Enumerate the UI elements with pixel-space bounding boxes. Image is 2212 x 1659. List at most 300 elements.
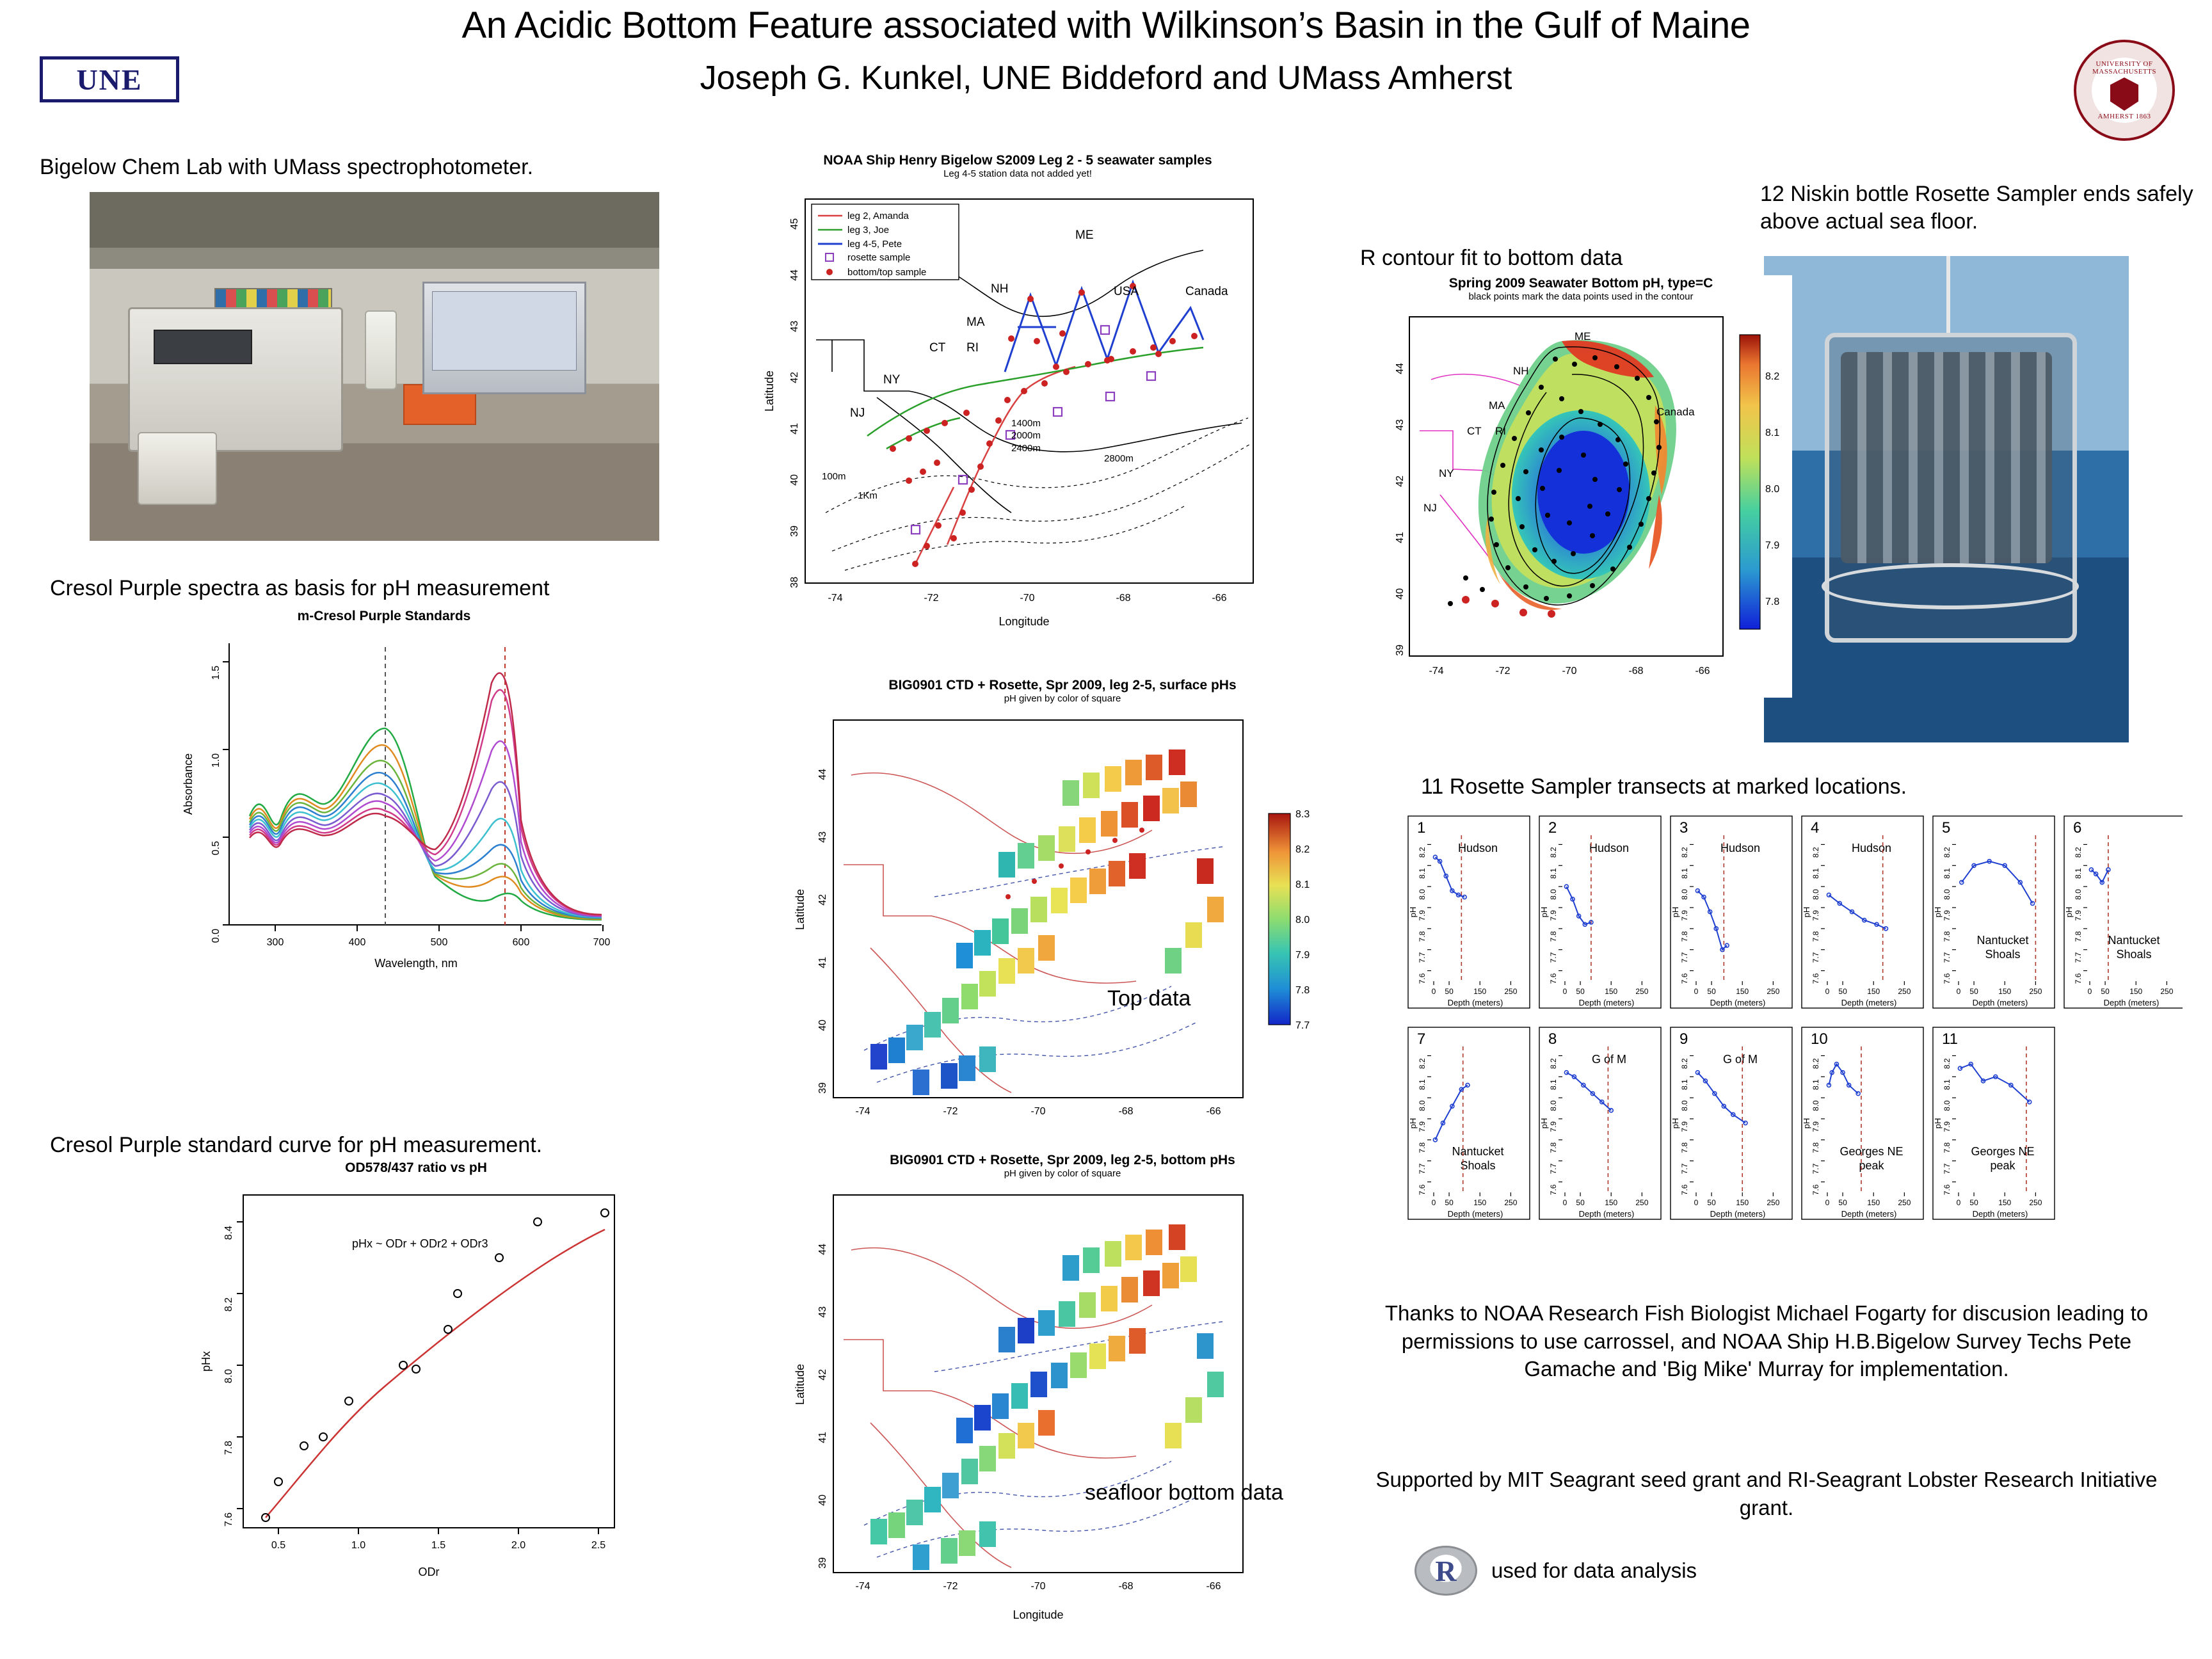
svg-text:0.5: 0.5 bbox=[211, 841, 221, 856]
svg-text:41: 41 bbox=[817, 1432, 828, 1443]
svg-text:Georges NE: Georges NE bbox=[1971, 1145, 2035, 1158]
svg-text:2: 2 bbox=[1548, 819, 1557, 837]
svg-text:0: 0 bbox=[1562, 987, 1567, 996]
svg-text:300: 300 bbox=[266, 937, 284, 949]
acknowledgements-text: Thanks to NOAA Research Fish Biologist Michael Fogarty for discusion leading to permissions to use carrossel, and NOAA Ship H.B.Bigelow Survey Techs Pete Gamache and 'Big Mike' Murray for implementation. bbox=[1384, 1301, 2149, 1381]
svg-text:-66: -66 bbox=[1206, 1581, 1221, 1592]
svg-text:MA: MA bbox=[1489, 399, 1505, 412]
svg-text:7.8: 7.8 bbox=[223, 1441, 234, 1455]
svg-text:150: 150 bbox=[1736, 1198, 1749, 1207]
svg-text:2800m: 2800m bbox=[1104, 453, 1134, 465]
svg-text:-68: -68 bbox=[1628, 666, 1644, 677]
transect-panel-7 bbox=[1408, 1027, 1530, 1219]
svg-text:7.7: 7.7 bbox=[1418, 952, 1427, 963]
caption-chem-lab: Bigelow Chem Lab with UMass spectrophotometer. bbox=[40, 155, 534, 179]
figure-cresol-spectra-title: m-Cresol Purple Standards bbox=[297, 609, 471, 623]
svg-text:7.8: 7.8 bbox=[1418, 931, 1427, 942]
svg-text:41: 41 bbox=[1395, 532, 1406, 543]
surface-map-subtitle: pH given by color of square bbox=[1004, 693, 1121, 705]
cruise-map-subtitle: Leg 4-5 station data not added yet! bbox=[943, 168, 1092, 180]
svg-text:8.0: 8.0 bbox=[223, 1369, 234, 1384]
rosette-base-ring bbox=[1822, 563, 2079, 609]
svg-text:G of M: G of M bbox=[1722, 1053, 1758, 1066]
svg-text:43: 43 bbox=[1395, 419, 1406, 431]
svg-text:7.7: 7.7 bbox=[1418, 1163, 1427, 1174]
svg-text:8.2: 8.2 bbox=[1765, 371, 1780, 383]
svg-text:7.7: 7.7 bbox=[1680, 1163, 1689, 1174]
r-logo-text: R bbox=[1435, 1554, 1457, 1587]
svg-text:250: 250 bbox=[1504, 1198, 1518, 1207]
svg-text:44: 44 bbox=[817, 769, 828, 780]
svg-text:44: 44 bbox=[1395, 363, 1406, 374]
svg-text:7.9: 7.9 bbox=[1811, 1121, 1820, 1132]
svg-text:-66: -66 bbox=[1212, 593, 1227, 604]
cruise-map-plot bbox=[755, 180, 1280, 634]
svg-text:-74: -74 bbox=[855, 1106, 870, 1118]
svg-text:Depth (meters): Depth (meters) bbox=[1578, 998, 1635, 1007]
svg-text:CT: CT bbox=[929, 341, 946, 355]
svg-text:1.0: 1.0 bbox=[351, 1540, 366, 1551]
svg-text:8.1: 8.1 bbox=[1811, 1079, 1820, 1090]
caption-contour: R contour fit to bottom data bbox=[1360, 246, 1623, 270]
svg-text:Depth (meters): Depth (meters) bbox=[1841, 1209, 1897, 1219]
svg-text:7.8: 7.8 bbox=[1943, 931, 1952, 942]
svg-text:8.1: 8.1 bbox=[1811, 868, 1820, 879]
svg-text:8.2: 8.2 bbox=[1549, 1058, 1558, 1070]
umass-seal-shield-icon bbox=[2110, 77, 2138, 111]
caption-cresol-spectra: Cresol Purple spectra as basis for pH measurement bbox=[50, 576, 550, 600]
svg-text:8.1: 8.1 bbox=[2074, 868, 2083, 879]
svg-text:2.5: 2.5 bbox=[591, 1540, 606, 1551]
svg-text:CT: CT bbox=[1467, 425, 1482, 438]
svg-text:7.6: 7.6 bbox=[1418, 1184, 1427, 1196]
umass-seal-bottom-text: AMHERST 1863 bbox=[2097, 113, 2151, 120]
svg-text:7.9: 7.9 bbox=[1680, 1121, 1689, 1132]
svg-text:250: 250 bbox=[1898, 1198, 1911, 1207]
svg-text:0.5: 0.5 bbox=[271, 1540, 286, 1551]
svg-text:pHx ~ ODr + ODr2 + ODr3: pHx ~ ODr + ODr2 + ODr3 bbox=[352, 1237, 488, 1251]
svg-text:7.7: 7.7 bbox=[1811, 952, 1820, 963]
transect-panel-6 bbox=[2064, 816, 2183, 1008]
svg-text:40: 40 bbox=[789, 474, 800, 486]
svg-text:Absorbance: Absorbance bbox=[182, 753, 195, 815]
svg-text:pH: pH bbox=[1671, 906, 1680, 918]
svg-text:leg 4-5, Pete: leg 4-5, Pete bbox=[847, 239, 902, 250]
svg-text:39: 39 bbox=[817, 1082, 828, 1094]
svg-text:-68: -68 bbox=[1116, 593, 1131, 604]
svg-text:Latitude: Latitude bbox=[794, 1364, 806, 1406]
svg-text:ME: ME bbox=[1075, 228, 1094, 243]
svg-text:-70: -70 bbox=[1030, 1106, 1046, 1118]
caption-transects: 11 Rosette Sampler transects at marked locations. bbox=[1421, 774, 1907, 799]
une-logo bbox=[40, 56, 179, 102]
svg-text:44: 44 bbox=[789, 269, 800, 281]
svg-text:pH: pH bbox=[1933, 906, 1943, 918]
svg-text:8.2: 8.2 bbox=[2074, 847, 2083, 858]
svg-text:41: 41 bbox=[789, 423, 800, 435]
svg-text:pHx: pHx bbox=[200, 1351, 212, 1372]
svg-text:7.6: 7.6 bbox=[1943, 1184, 1952, 1196]
svg-text:7.9: 7.9 bbox=[1295, 950, 1310, 961]
svg-text:pH: pH bbox=[1802, 1118, 1811, 1129]
svg-text:7.7: 7.7 bbox=[1680, 952, 1689, 963]
svg-text:peak: peak bbox=[1859, 1159, 1884, 1172]
transect-plots bbox=[1395, 810, 2183, 1283]
svg-text:-66: -66 bbox=[1695, 666, 1710, 677]
svg-text:7.9: 7.9 bbox=[2074, 910, 2083, 921]
umass-seal bbox=[2074, 40, 2175, 141]
svg-text:8.0: 8.0 bbox=[1418, 889, 1427, 900]
svg-text:100m: 100m bbox=[822, 471, 846, 483]
svg-text:7.9: 7.9 bbox=[1680, 910, 1689, 921]
svg-text:8.1: 8.1 bbox=[1680, 868, 1689, 879]
svg-text:7.9: 7.9 bbox=[1943, 910, 1952, 921]
svg-text:7.8: 7.8 bbox=[1680, 1142, 1689, 1153]
svg-text:8: 8 bbox=[1548, 1030, 1557, 1048]
svg-text:7.9: 7.9 bbox=[1549, 1121, 1558, 1132]
svg-text:pH: pH bbox=[1671, 1118, 1680, 1129]
caption-cresol-curve: Cresol Purple standard curve for pH measurement. bbox=[50, 1133, 543, 1157]
svg-text:3: 3 bbox=[1679, 819, 1688, 837]
svg-text:39: 39 bbox=[1395, 645, 1406, 656]
svg-text:Hudson: Hudson bbox=[1851, 842, 1892, 854]
svg-text:39: 39 bbox=[817, 1557, 828, 1569]
svg-text:Depth (meters): Depth (meters) bbox=[1447, 1209, 1503, 1219]
vortex-mixer bbox=[138, 432, 217, 505]
spectrophotometer-display bbox=[154, 330, 252, 364]
svg-text:Depth (meters): Depth (meters) bbox=[1710, 998, 1766, 1007]
svg-text:250: 250 bbox=[2160, 987, 2174, 996]
laptop-screen bbox=[432, 291, 577, 371]
svg-text:7.6: 7.6 bbox=[1680, 1184, 1689, 1196]
svg-text:7.8: 7.8 bbox=[1549, 1142, 1558, 1153]
svg-text:50: 50 bbox=[1838, 987, 1847, 996]
r-logo-icon bbox=[1415, 1546, 1477, 1596]
svg-text:1400m: 1400m bbox=[1011, 418, 1041, 429]
svg-text:Georges NE: Georges NE bbox=[1839, 1145, 1903, 1158]
svg-text:7.8: 7.8 bbox=[1943, 1142, 1952, 1153]
chem-lab-photo bbox=[90, 192, 659, 541]
svg-text:0: 0 bbox=[1431, 987, 1436, 996]
svg-text:ME: ME bbox=[1575, 330, 1591, 343]
svg-text:1.0: 1.0 bbox=[211, 753, 221, 768]
svg-text:7.9: 7.9 bbox=[1549, 910, 1558, 921]
svg-text:38: 38 bbox=[789, 577, 800, 588]
svg-text:8.0: 8.0 bbox=[1295, 915, 1310, 926]
svg-text:8.0: 8.0 bbox=[1943, 1100, 1952, 1111]
bottom-map-subtitle: pH given by color of square bbox=[1004, 1168, 1121, 1180]
svg-text:7.9: 7.9 bbox=[1765, 540, 1780, 552]
svg-text:4: 4 bbox=[1811, 819, 1820, 837]
svg-text:Nantucket: Nantucket bbox=[1976, 934, 2029, 947]
svg-text:8.1: 8.1 bbox=[1418, 1079, 1427, 1090]
svg-text:Canada: Canada bbox=[1185, 285, 1228, 299]
svg-text:7.7: 7.7 bbox=[1549, 1163, 1558, 1174]
svg-text:1: 1 bbox=[1417, 819, 1426, 837]
svg-text:150: 150 bbox=[1867, 1198, 1880, 1207]
svg-text:pH: pH bbox=[1539, 1118, 1549, 1129]
svg-text:8.4: 8.4 bbox=[223, 1226, 234, 1240]
transect-panel-9 bbox=[1671, 1027, 1792, 1219]
svg-text:8.0: 8.0 bbox=[1549, 1100, 1558, 1111]
svg-text:250: 250 bbox=[1767, 987, 1780, 996]
svg-text:250: 250 bbox=[1898, 987, 1911, 996]
r-credit-text: used for data analysis bbox=[1491, 1559, 1697, 1582]
svg-text:50: 50 bbox=[1445, 1198, 1454, 1207]
svg-text:42: 42 bbox=[817, 1369, 828, 1381]
transect-panel-1 bbox=[1408, 816, 1530, 1008]
transect-panel-8 bbox=[1539, 1027, 1661, 1219]
svg-text:Depth (meters): Depth (meters) bbox=[1447, 998, 1503, 1007]
figure-cresol-spectra bbox=[154, 608, 614, 998]
svg-text:250: 250 bbox=[2029, 987, 2042, 996]
svg-text:Hudson: Hudson bbox=[1720, 842, 1761, 854]
svg-text:7.7: 7.7 bbox=[1943, 1163, 1952, 1174]
figure-bottom-ph-map bbox=[787, 1152, 1338, 1639]
svg-text:41: 41 bbox=[817, 957, 828, 968]
winch-cable bbox=[1946, 256, 1950, 336]
svg-text:11: 11 bbox=[1942, 1030, 1958, 1048]
cruise-map-title: NOAA Ship Henry Bigelow S2009 Leg 2 - 5 seawater samples bbox=[823, 153, 1212, 168]
svg-text:150: 150 bbox=[1605, 987, 1618, 996]
svg-text:Depth (meters): Depth (meters) bbox=[1841, 998, 1897, 1007]
figure-od-ratio-vs-ph bbox=[192, 1160, 640, 1608]
spectrophotometer bbox=[128, 307, 343, 452]
svg-text:250: 250 bbox=[2029, 1198, 2042, 1207]
svg-text:pH: pH bbox=[1802, 906, 1811, 918]
svg-text:8.2: 8.2 bbox=[1811, 1058, 1820, 1070]
r-credit-line bbox=[1415, 1546, 1697, 1596]
figure-od-ratio-title: OD578/437 ratio vs pH bbox=[345, 1160, 487, 1175]
svg-text:7.6: 7.6 bbox=[223, 1512, 234, 1527]
svg-text:USA: USA bbox=[1114, 285, 1139, 299]
svg-text:-72: -72 bbox=[943, 1106, 958, 1118]
figure-contour-map bbox=[1370, 275, 1792, 698]
svg-text:50: 50 bbox=[1576, 1198, 1585, 1207]
svg-text:8.1: 8.1 bbox=[1549, 1079, 1558, 1090]
svg-text:7.9: 7.9 bbox=[1418, 910, 1427, 921]
svg-text:7.8: 7.8 bbox=[1418, 1142, 1427, 1153]
contour-map-title: Spring 2009 Seawater Bottom pH, type=C bbox=[1448, 276, 1713, 291]
svg-text:44: 44 bbox=[817, 1244, 828, 1255]
svg-text:rosette sample: rosette sample bbox=[847, 252, 911, 264]
svg-text:250: 250 bbox=[1504, 987, 1518, 996]
surface-map-title: BIG0901 CTD + Rosette, Spr 2009, leg 2-5, surface pHs bbox=[888, 678, 1237, 693]
svg-text:1.5: 1.5 bbox=[211, 666, 221, 680]
svg-text:-68: -68 bbox=[1118, 1581, 1134, 1592]
svg-text:2.0: 2.0 bbox=[511, 1540, 526, 1551]
svg-text:Nantucket: Nantucket bbox=[1452, 1145, 1504, 1158]
svg-text:50: 50 bbox=[1969, 1198, 1978, 1207]
svg-text:250: 250 bbox=[1767, 1198, 1780, 1207]
svg-text:0: 0 bbox=[1694, 1198, 1699, 1207]
svg-text:pH: pH bbox=[1539, 906, 1549, 918]
svg-text:50: 50 bbox=[1707, 1198, 1716, 1207]
support-text: Supported by MIT Seagrant seed grant and RI-Seagrant Lobster Research Initiative grant. bbox=[1375, 1468, 2158, 1519]
svg-text:Depth (meters): Depth (meters) bbox=[1972, 1209, 2028, 1219]
svg-text:7.9: 7.9 bbox=[1943, 1121, 1952, 1132]
svg-text:700: 700 bbox=[593, 937, 611, 949]
svg-text:-74: -74 bbox=[1429, 666, 1444, 677]
svg-text:500: 500 bbox=[430, 937, 448, 949]
svg-text:45: 45 bbox=[789, 218, 800, 230]
svg-text:8.0: 8.0 bbox=[1811, 889, 1820, 900]
svg-text:-68: -68 bbox=[1118, 1106, 1134, 1118]
surface-map-plot bbox=[787, 705, 1338, 1153]
svg-text:8.1: 8.1 bbox=[1943, 868, 1952, 879]
svg-text:NY: NY bbox=[883, 373, 901, 387]
svg-text:-74: -74 bbox=[855, 1581, 870, 1592]
svg-text:-74: -74 bbox=[828, 593, 843, 604]
svg-text:pH: pH bbox=[1933, 1118, 1943, 1129]
svg-text:Depth (meters): Depth (meters) bbox=[2103, 998, 2160, 1007]
bottom-map-annotation: seafloor bottom data bbox=[1085, 1480, 1283, 1505]
svg-text:7.7: 7.7 bbox=[1811, 1163, 1820, 1174]
figure-surface-ph-map bbox=[787, 677, 1338, 1164]
svg-text:8.1: 8.1 bbox=[1549, 868, 1558, 879]
svg-text:8.1: 8.1 bbox=[1680, 1079, 1689, 1090]
svg-text:8.3: 8.3 bbox=[1295, 809, 1310, 821]
svg-text:pH: pH bbox=[1408, 906, 1418, 918]
svg-text:150: 150 bbox=[2129, 987, 2143, 996]
svg-text:8.1: 8.1 bbox=[1943, 1079, 1952, 1090]
svg-text:250: 250 bbox=[1635, 1198, 1649, 1207]
figure-cruise-track-map bbox=[755, 152, 1280, 639]
svg-text:0: 0 bbox=[1956, 1198, 1961, 1207]
svg-text:-66: -66 bbox=[1206, 1106, 1221, 1118]
svg-text:-72: -72 bbox=[943, 1581, 958, 1592]
svg-text:Hudson: Hudson bbox=[1589, 842, 1630, 854]
authors-line: Joseph G. Kunkel, UNE Biddeford and UMass Amherst bbox=[700, 60, 1512, 97]
svg-text:40: 40 bbox=[817, 1020, 828, 1031]
reagent-bottle bbox=[365, 310, 397, 390]
svg-text:peak: peak bbox=[1990, 1159, 2016, 1172]
svg-text:8.2: 8.2 bbox=[223, 1297, 234, 1312]
svg-text:7.7: 7.7 bbox=[1295, 1020, 1310, 1032]
svg-text:Hudson: Hudson bbox=[1457, 842, 1498, 854]
contour-map-plot bbox=[1370, 303, 1792, 693]
svg-text:150: 150 bbox=[1867, 987, 1880, 996]
svg-text:150: 150 bbox=[1998, 1198, 2012, 1207]
svg-text:NH: NH bbox=[991, 282, 1009, 296]
svg-text:8.2: 8.2 bbox=[1680, 847, 1689, 858]
svg-text:42: 42 bbox=[817, 894, 828, 906]
niskin-bottles bbox=[1841, 352, 2052, 563]
svg-text:NH: NH bbox=[1513, 365, 1529, 378]
svg-text:150: 150 bbox=[1605, 1198, 1618, 1207]
svg-text:leg 2, Amanda: leg 2, Amanda bbox=[847, 211, 909, 222]
svg-text:150: 150 bbox=[1473, 987, 1487, 996]
svg-text:Shoals: Shoals bbox=[1460, 1159, 1496, 1172]
surface-map-annotation: Top data bbox=[1107, 986, 1191, 1011]
svg-text:43: 43 bbox=[789, 321, 800, 332]
svg-text:7.7: 7.7 bbox=[1943, 952, 1952, 963]
svg-text:8.2: 8.2 bbox=[1295, 844, 1310, 856]
transect-panel-2 bbox=[1539, 816, 1661, 1008]
svg-text:8.0: 8.0 bbox=[1680, 889, 1689, 900]
svg-text:0: 0 bbox=[1825, 1198, 1830, 1207]
svg-text:NJ: NJ bbox=[850, 406, 865, 421]
svg-text:-72: -72 bbox=[1495, 666, 1511, 677]
svg-text:43: 43 bbox=[817, 831, 828, 843]
svg-text:7.6: 7.6 bbox=[1680, 973, 1689, 984]
svg-text:-72: -72 bbox=[924, 593, 939, 604]
svg-text:NY: NY bbox=[1439, 467, 1454, 480]
svg-text:7.6: 7.6 bbox=[1418, 973, 1427, 984]
svg-text:150: 150 bbox=[1998, 987, 2012, 996]
svg-text:9: 9 bbox=[1679, 1030, 1688, 1048]
svg-text:7.8: 7.8 bbox=[1549, 931, 1558, 942]
transect-panel-grid bbox=[1395, 810, 2183, 1283]
svg-text:Longitude: Longitude bbox=[998, 615, 1050, 629]
svg-text:250: 250 bbox=[1635, 987, 1649, 996]
svg-text:8.0: 8.0 bbox=[1811, 1100, 1820, 1111]
bottom-map-title: BIG0901 CTD + Rosette, Spr 2009, leg 2-5, bottom pHs bbox=[890, 1153, 1235, 1167]
svg-text:8.2: 8.2 bbox=[1943, 1058, 1952, 1070]
page-title: An Acidic Bottom Feature associated with Wilkinson’s Basin in the Gulf of Maine bbox=[461, 4, 1751, 46]
svg-text:ODr: ODr bbox=[418, 1566, 440, 1579]
svg-text:1.5: 1.5 bbox=[431, 1540, 446, 1551]
svg-text:7.8: 7.8 bbox=[2074, 931, 2083, 942]
svg-text:150: 150 bbox=[1736, 987, 1749, 996]
svg-text:Shoals: Shoals bbox=[1985, 948, 2021, 961]
svg-text:42: 42 bbox=[789, 372, 800, 383]
transect-panel-4 bbox=[1802, 816, 1923, 1008]
svg-text:50: 50 bbox=[1445, 987, 1454, 996]
svg-text:0.0: 0.0 bbox=[211, 929, 221, 943]
svg-text:0: 0 bbox=[1562, 1198, 1567, 1207]
svg-text:2000m: 2000m bbox=[1011, 430, 1041, 442]
transect-panel-5 bbox=[1933, 816, 2055, 1008]
svg-text:150: 150 bbox=[1473, 1198, 1487, 1207]
svg-text:Nantucket: Nantucket bbox=[2108, 934, 2160, 947]
transect-panel-11 bbox=[1933, 1027, 2055, 1219]
svg-text:0: 0 bbox=[1694, 987, 1699, 996]
svg-text:0: 0 bbox=[2087, 987, 2092, 996]
svg-text:G of M: G of M bbox=[1591, 1053, 1627, 1066]
svg-text:8.2: 8.2 bbox=[1943, 847, 1952, 858]
svg-text:7.9: 7.9 bbox=[1418, 1121, 1427, 1132]
svg-text:Latitude: Latitude bbox=[763, 371, 776, 412]
svg-text:8.1: 8.1 bbox=[1418, 868, 1427, 879]
svg-text:7.6: 7.6 bbox=[1943, 973, 1952, 984]
svg-text:8.2: 8.2 bbox=[1418, 1058, 1427, 1070]
svg-text:8.0: 8.0 bbox=[1765, 484, 1780, 495]
svg-text:7.8: 7.8 bbox=[1295, 985, 1310, 997]
transect-panel-10 bbox=[1802, 1027, 1923, 1219]
svg-text:8.0: 8.0 bbox=[1680, 1100, 1689, 1111]
svg-text:8.2: 8.2 bbox=[1549, 847, 1558, 858]
svg-text:8.2: 8.2 bbox=[1680, 1058, 1689, 1070]
svg-text:RI: RI bbox=[966, 341, 979, 355]
svg-text:0: 0 bbox=[1825, 987, 1830, 996]
svg-text:-70: -70 bbox=[1020, 593, 1035, 604]
svg-text:50: 50 bbox=[1707, 987, 1716, 996]
svg-text:bottom/top sample: bottom/top sample bbox=[847, 267, 927, 278]
svg-text:RI: RI bbox=[1495, 425, 1506, 438]
svg-text:NJ: NJ bbox=[1423, 502, 1437, 515]
svg-text:Depth (meters): Depth (meters) bbox=[1972, 998, 2028, 1007]
svg-text:6: 6 bbox=[2073, 819, 2082, 837]
svg-text:40: 40 bbox=[1395, 588, 1406, 600]
svg-text:7.8: 7.8 bbox=[1765, 597, 1780, 608]
svg-text:7.6: 7.6 bbox=[2074, 973, 2083, 984]
svg-text:Depth (meters): Depth (meters) bbox=[1578, 1209, 1635, 1219]
svg-text:7.6: 7.6 bbox=[1811, 973, 1820, 984]
svg-text:pH: pH bbox=[1408, 1118, 1418, 1129]
svg-text:pH: pH bbox=[2064, 906, 2074, 918]
svg-text:42: 42 bbox=[1395, 476, 1406, 487]
